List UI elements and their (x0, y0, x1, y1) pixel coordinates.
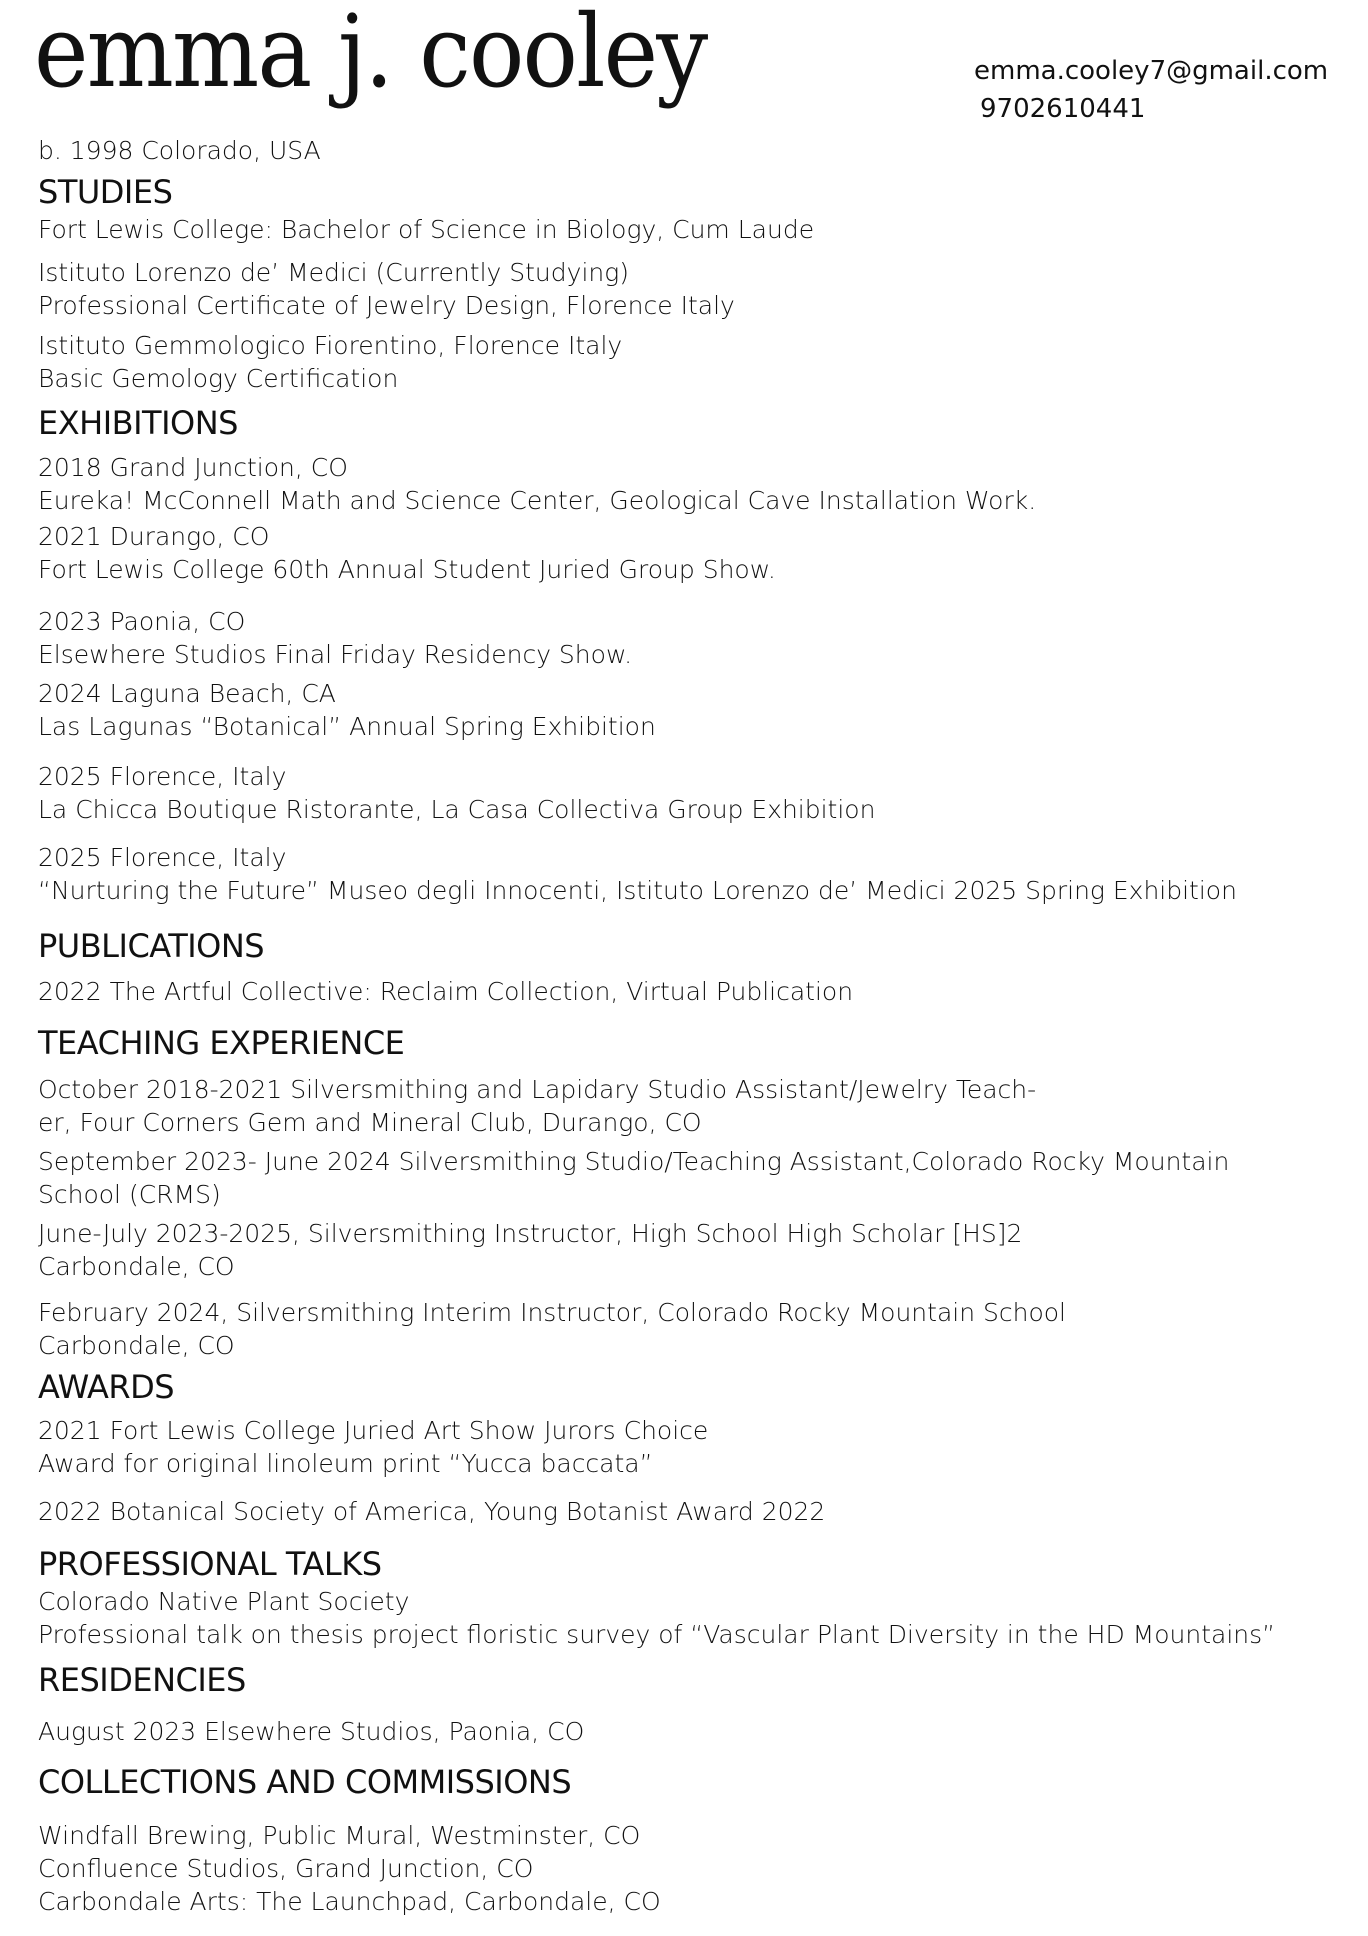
collection-line: Carbondale Arts: The Launchpad, Carbondale, CO (38, 1887, 661, 1916)
teaching-line: October 2018-2021 Silversmithing and Lapidary Studio Assistant/Jewelry Teach- (38, 1075, 1037, 1104)
teaching-line: June-July 2023-2025, Silversmithing Instructor, High School High Scholar [HS]2 (38, 1219, 1023, 1248)
exhibition-line: Fort Lewis College 60th Annual Student Juried Group Show. (38, 555, 776, 584)
exhibition-line: Las Lagunas “Botanical” Annual Spring Exhibition (38, 712, 656, 741)
exhibition-line: 2024 Laguna Beach, CA (38, 679, 336, 708)
studies-line: Fort Lewis College: Bachelor of Science in Biology, Cum Laude (38, 215, 815, 244)
collection-line: Confluence Studios, Grand Junction, CO (38, 1854, 534, 1883)
talk-line: Colorado Native Plant Society (38, 1587, 410, 1616)
section-heading-teaching: TEACHING EXPERIENCE (38, 1024, 405, 1062)
exhibition-line: La Chicca Boutique Ristorante, La Casa Collectiva Group Exhibition (38, 795, 876, 824)
contact-block (974, 52, 1328, 128)
award-line: 2022 Botanical Society of America, Young Botanist Award 2022 (38, 1497, 826, 1526)
collection-line: Windfall Brewing, Public Mural, Westminster, CO (38, 1821, 641, 1850)
teaching-line: er, Four Corners Gem and Mineral Club, Durango, CO (38, 1108, 702, 1137)
section-heading-collections: COLLECTIONS AND COMMISSIONS (38, 1763, 572, 1801)
teaching-line: Carbondale, CO (38, 1252, 235, 1281)
award-line: 2021 Fort Lewis College Juried Art Show Jurors Choice (38, 1416, 709, 1445)
section-heading-awards: AWARDS (38, 1368, 175, 1406)
award-line: Award for original linoleum print “Yucca baccata” (38, 1449, 653, 1478)
section-heading-publications: PUBLICATIONS (38, 927, 265, 965)
section-heading-talks: PROFESSIONAL TALKS (38, 1545, 382, 1583)
teaching-line: September 2023- June 2024 Silversmithing Studio/Teaching Assistant,Colorado Rocky Mountain (38, 1147, 1230, 1176)
exhibition-line: 2025 Florence, Italy (38, 762, 287, 791)
birth-info: b. 1998 Colorado, USA (38, 136, 321, 165)
teaching-line: February 2024, Silversmithing Interim Instructor, Colorado Rocky Mountain School (38, 1298, 1067, 1327)
exhibition-line: “Nurturing the Future” Museo degli Innocenti, Istituto Lorenzo de’ Medici 2025 Spring Exhibition (38, 876, 1237, 905)
cv-name: emma j. cooley (34, 0, 707, 110)
phone-text: 9702610441 (980, 94, 1146, 124)
section-heading-residencies: RESIDENCIES (38, 1661, 246, 1699)
exhibition-line: 2025 Florence, Italy (38, 843, 287, 872)
exhibition-line: Elsewhere Studios Final Friday Residency Show. (38, 640, 633, 669)
exhibition-line: Eureka! McConnell Math and Science Center, Geological Cave Installation Work. (38, 486, 1037, 515)
exhibition-line: 2023 Paonia, CO (38, 607, 246, 636)
teaching-line: School (CRMS) (38, 1180, 221, 1209)
studies-line: Istituto Gemmologico Fiorentino, Florence Italy (38, 331, 623, 360)
exhibition-line: 2018 Grand Junction, CO (38, 453, 348, 482)
email-text: emma.cooley7@gmail.com (974, 56, 1329, 86)
section-heading-exhibitions: EXHIBITIONS (38, 404, 238, 442)
exhibition-line: 2021 Durango, CO (38, 522, 270, 551)
studies-line: Professional Certificate of Jewelry Design, Florence Italy (38, 291, 735, 320)
talk-line: Professional talk on thesis project floristic survey of “Vascular Plant Diversity in the HD Mountains” (38, 1620, 1276, 1649)
section-heading-studies: STUDIES (38, 173, 173, 211)
studies-line: Istituto Lorenzo de’ Medici (Currently Studying) (38, 258, 629, 287)
teaching-line: Carbondale, CO (38, 1331, 235, 1360)
publication-line: 2022 The Artful Collective: Reclaim Collection, Virtual Publication (38, 977, 854, 1006)
residency-line: August 2023 Elsewhere Studios, Paonia, CO (38, 1717, 585, 1746)
studies-line: Basic Gemology Certification (38, 364, 399, 393)
